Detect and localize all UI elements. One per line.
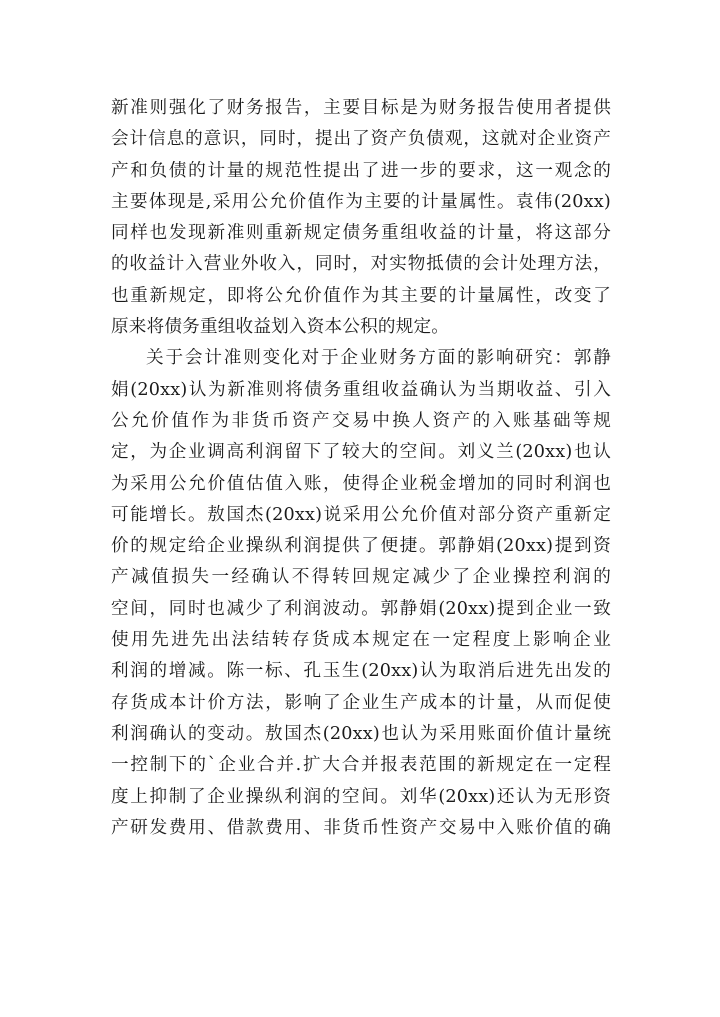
text-line: 会计信息的意识，同时，提出了资产负债观，这就对企业资产: [111, 129, 611, 150]
text-line: 空间，同时也减少了利润波动。郭静娟(20xx)提到企业一致: [111, 598, 611, 619]
text-line: 也重新规定，即将公允价值作为其主要的计量属性，改变了: [111, 285, 611, 306]
text-line: 新准则强化了财务报告，主要目标是为财务报告使用者提供: [111, 98, 611, 118]
text-line: 使用先进先出法结转存货成本规定在一定程度上影响企业: [111, 630, 611, 651]
text-line: 度上抑制了企业操纵利润的空间。刘华(20xx)还认为无形资: [111, 786, 611, 807]
text-line: 娟(20xx)认为新准则将债务重组收益确认为当期收益、引入: [111, 379, 611, 400]
paragraph-1: [111, 93, 611, 343]
text-line: 产研发费用、借款费用、非货币性资产交易中入账价值的确: [111, 817, 611, 838]
text-line: 为采用公允价值估值入账，使得企业税金增加的同时利润也: [111, 473, 611, 494]
text-line: 价的规定给企业操纵利润提供了便捷。郭静娟(20xx)提到资: [111, 536, 611, 557]
document-body: [111, 93, 611, 844]
text-line: 同样也发现新准则重新规定债务重组收益的计量，将这部分: [111, 223, 611, 244]
text-line: 关于会计准则变化对于企业财务方面的影响研究：郭静: [146, 348, 611, 369]
text-line: 利润的增减。陈一标、孔玉生(20xx)认为取消后进先出发的: [111, 661, 611, 682]
text-line: 可能增长。敖国杰(20xx)说采用公允价值对部分资产重新定: [111, 504, 611, 525]
text-line: 产和负债的计量的规范性提出了进一步的要求，这一观念的: [111, 160, 611, 181]
text-line: 产减值损失一经确认不得转回规定减少了企业操控利润的: [111, 567, 611, 588]
text-line: 利润确认的变动。敖国杰(20xx)也认为采用账面价值计量统: [111, 723, 611, 744]
text-line: 原来将债务重组收益划入资本公积的规定。: [111, 317, 450, 338]
text-line: 一控制下的`企业合并.扩大合并报表范围的新规定在一定程: [111, 755, 611, 776]
text-line: 定，为企业调高利润留下了较大的空间。刘义兰(20xx)也认: [111, 442, 611, 463]
text-line: 主要体现是,采用公允价值作为主要的计量属性。袁伟(20xx): [111, 191, 611, 212]
text-line: 存货成本计价方法，影响了企业生产成本的计量，从而促使: [111, 692, 611, 713]
text-line: 的收益计入营业外收入，同时，对实物抵债的会计处理方法，: [111, 254, 611, 275]
paragraph-2: [111, 343, 611, 844]
text-line: 公允价值作为非货币资产交易中换人资产的入账基础等规: [111, 410, 611, 431]
